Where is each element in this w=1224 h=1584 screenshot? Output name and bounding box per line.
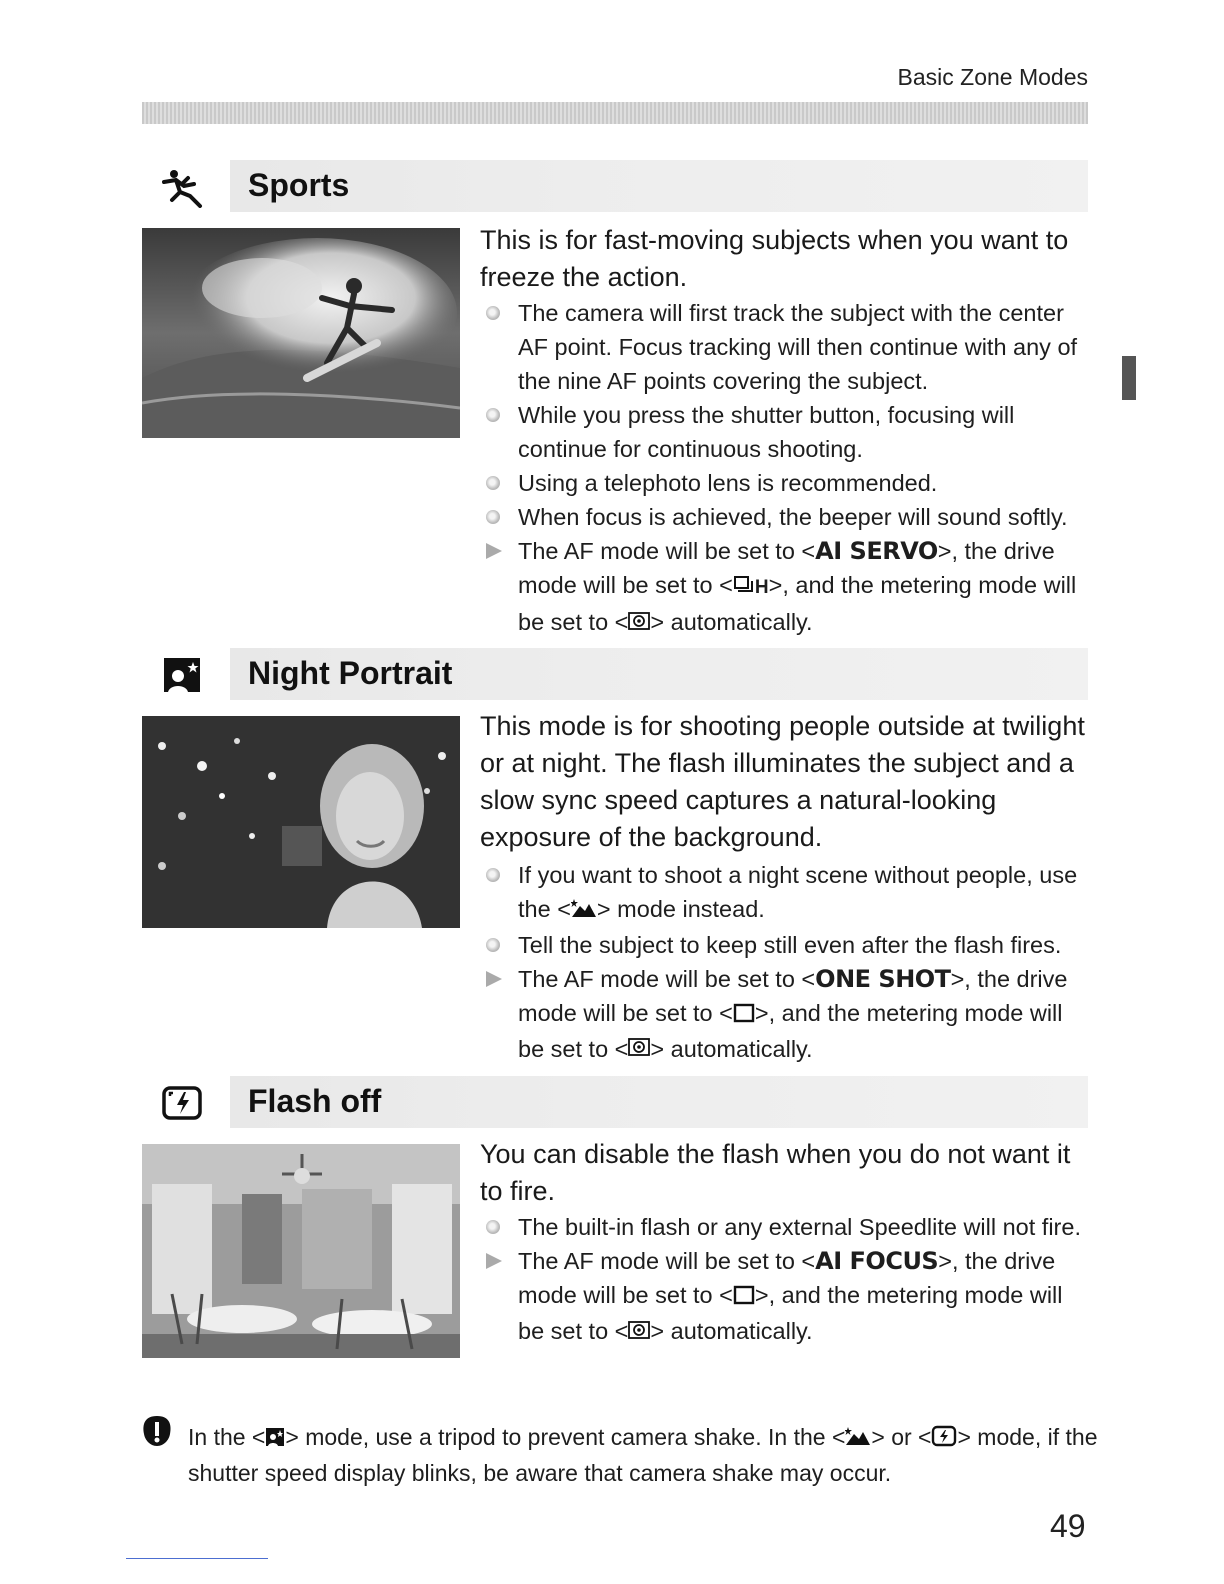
night-portrait-icon bbox=[265, 1422, 285, 1456]
sports-section bbox=[142, 160, 1088, 640]
list-item: The AF mode will be set to <AI FOCUS>, the drive mode will be set to < >, and the metering mode will be set to < > automatically. bbox=[480, 1244, 1090, 1350]
bullet-dot-icon bbox=[486, 476, 500, 490]
flash-off-title: Flash off bbox=[248, 1083, 382, 1119]
footer-line bbox=[126, 1558, 268, 1559]
sports-section-header bbox=[142, 160, 1088, 212]
result-arrow-icon bbox=[486, 971, 502, 987]
continuous-drive-icon bbox=[733, 570, 755, 604]
list-item: The built-in flash or any external Speedlite will not fire. bbox=[480, 1210, 1090, 1244]
evaluative-metering-icon bbox=[628, 1033, 650, 1067]
caution-text: In the < > mode, use a tripod to prevent camera shake. In the < > or < > mode, if the shutter speed display blinks, be aware that camera shake may occur. bbox=[188, 1420, 1108, 1490]
evaluative-metering-icon bbox=[628, 1316, 650, 1350]
sports-runner-icon bbox=[160, 166, 208, 208]
night-portrait-intro: This mode is for shooting people outside at twilight or at night. The flash illuminates the subject and a slow sync speed captures a natural-looking exposure of the background. bbox=[480, 711, 1085, 852]
list-item: The AF mode will be set to <AI SERVO>, the drive mode will be set to < H>, and the metering mode will be set to < > automatically. bbox=[480, 534, 1090, 641]
flash-off-icon bbox=[160, 1082, 208, 1124]
list-item: Using a telephoto lens is recommended. bbox=[480, 466, 1090, 500]
bullet-dot-icon bbox=[486, 306, 500, 320]
night-scene-icon bbox=[571, 894, 597, 928]
night-portrait-bullet-list bbox=[480, 858, 1090, 1067]
page-number: 49 bbox=[1050, 1508, 1086, 1544]
list-item: When focus is achieved, the beeper will sound softly. bbox=[480, 500, 1090, 534]
bullet-dot-icon bbox=[486, 868, 500, 882]
flash-off-bullet-list bbox=[480, 1210, 1090, 1350]
bullet-dot-icon bbox=[486, 938, 500, 952]
chapter-side-tab bbox=[1122, 356, 1136, 400]
bullet-dot-icon bbox=[486, 1220, 500, 1234]
evaluative-metering-icon bbox=[628, 607, 650, 641]
list-item: The camera will first track the subject with the center AF point. Focus tracking will then continue with any of the nine AF points covering the subject. bbox=[480, 296, 1090, 398]
af-mode-label: AI SERVO bbox=[815, 537, 938, 565]
night-portrait-section bbox=[142, 648, 1088, 1068]
header-bar bbox=[142, 102, 1088, 124]
page-header-title: Basic Zone Modes bbox=[897, 64, 1088, 90]
bullet-dot-icon bbox=[486, 510, 500, 524]
sports-bullet-list bbox=[480, 296, 1090, 641]
flash-off-icon bbox=[931, 1422, 957, 1456]
list-item: The AF mode will be set to <ONE SHOT>, the drive mode will be set to < >, and the metering mode will be set to < > automatically. bbox=[480, 962, 1090, 1068]
result-arrow-icon bbox=[486, 543, 502, 559]
single-shot-drive-icon bbox=[733, 998, 755, 1032]
bullet-dot-icon bbox=[486, 408, 500, 422]
flash-off-interior-photo bbox=[142, 1144, 460, 1358]
list-item: Tell the subject to keep still even after the flash fires. bbox=[480, 928, 1090, 962]
af-mode-label: ONE SHOT bbox=[815, 964, 951, 993]
result-arrow-icon bbox=[486, 1253, 502, 1269]
night-scene-icon bbox=[845, 1422, 871, 1456]
sports-intro: This is for fast-moving subjects when you want to freeze the action. bbox=[480, 225, 1069, 292]
af-mode-label: AI FOCUS bbox=[815, 1247, 939, 1275]
single-shot-drive-icon bbox=[733, 1280, 755, 1314]
flash-off-section-header bbox=[142, 1076, 1088, 1128]
sports-title: Sports bbox=[248, 167, 350, 203]
flash-off-intro: You can disable the flash when you do not want it to fire. bbox=[480, 1139, 1071, 1206]
caution-icon bbox=[140, 1414, 174, 1448]
sports-surfer-photo bbox=[142, 228, 460, 438]
list-item: If you want to shoot a night scene without people, use the < > mode instead. bbox=[480, 858, 1090, 928]
flash-off-section bbox=[142, 1076, 1088, 1396]
night-portrait-section-header bbox=[142, 648, 1088, 700]
night-portrait-title: Night Portrait bbox=[248, 655, 453, 691]
list-item: While you press the shutter button, focusing will continue for continuous shooting. bbox=[480, 398, 1090, 466]
sports-title-band bbox=[230, 160, 1088, 212]
night-portrait-photo bbox=[142, 716, 460, 928]
night-portrait-icon bbox=[160, 654, 208, 696]
